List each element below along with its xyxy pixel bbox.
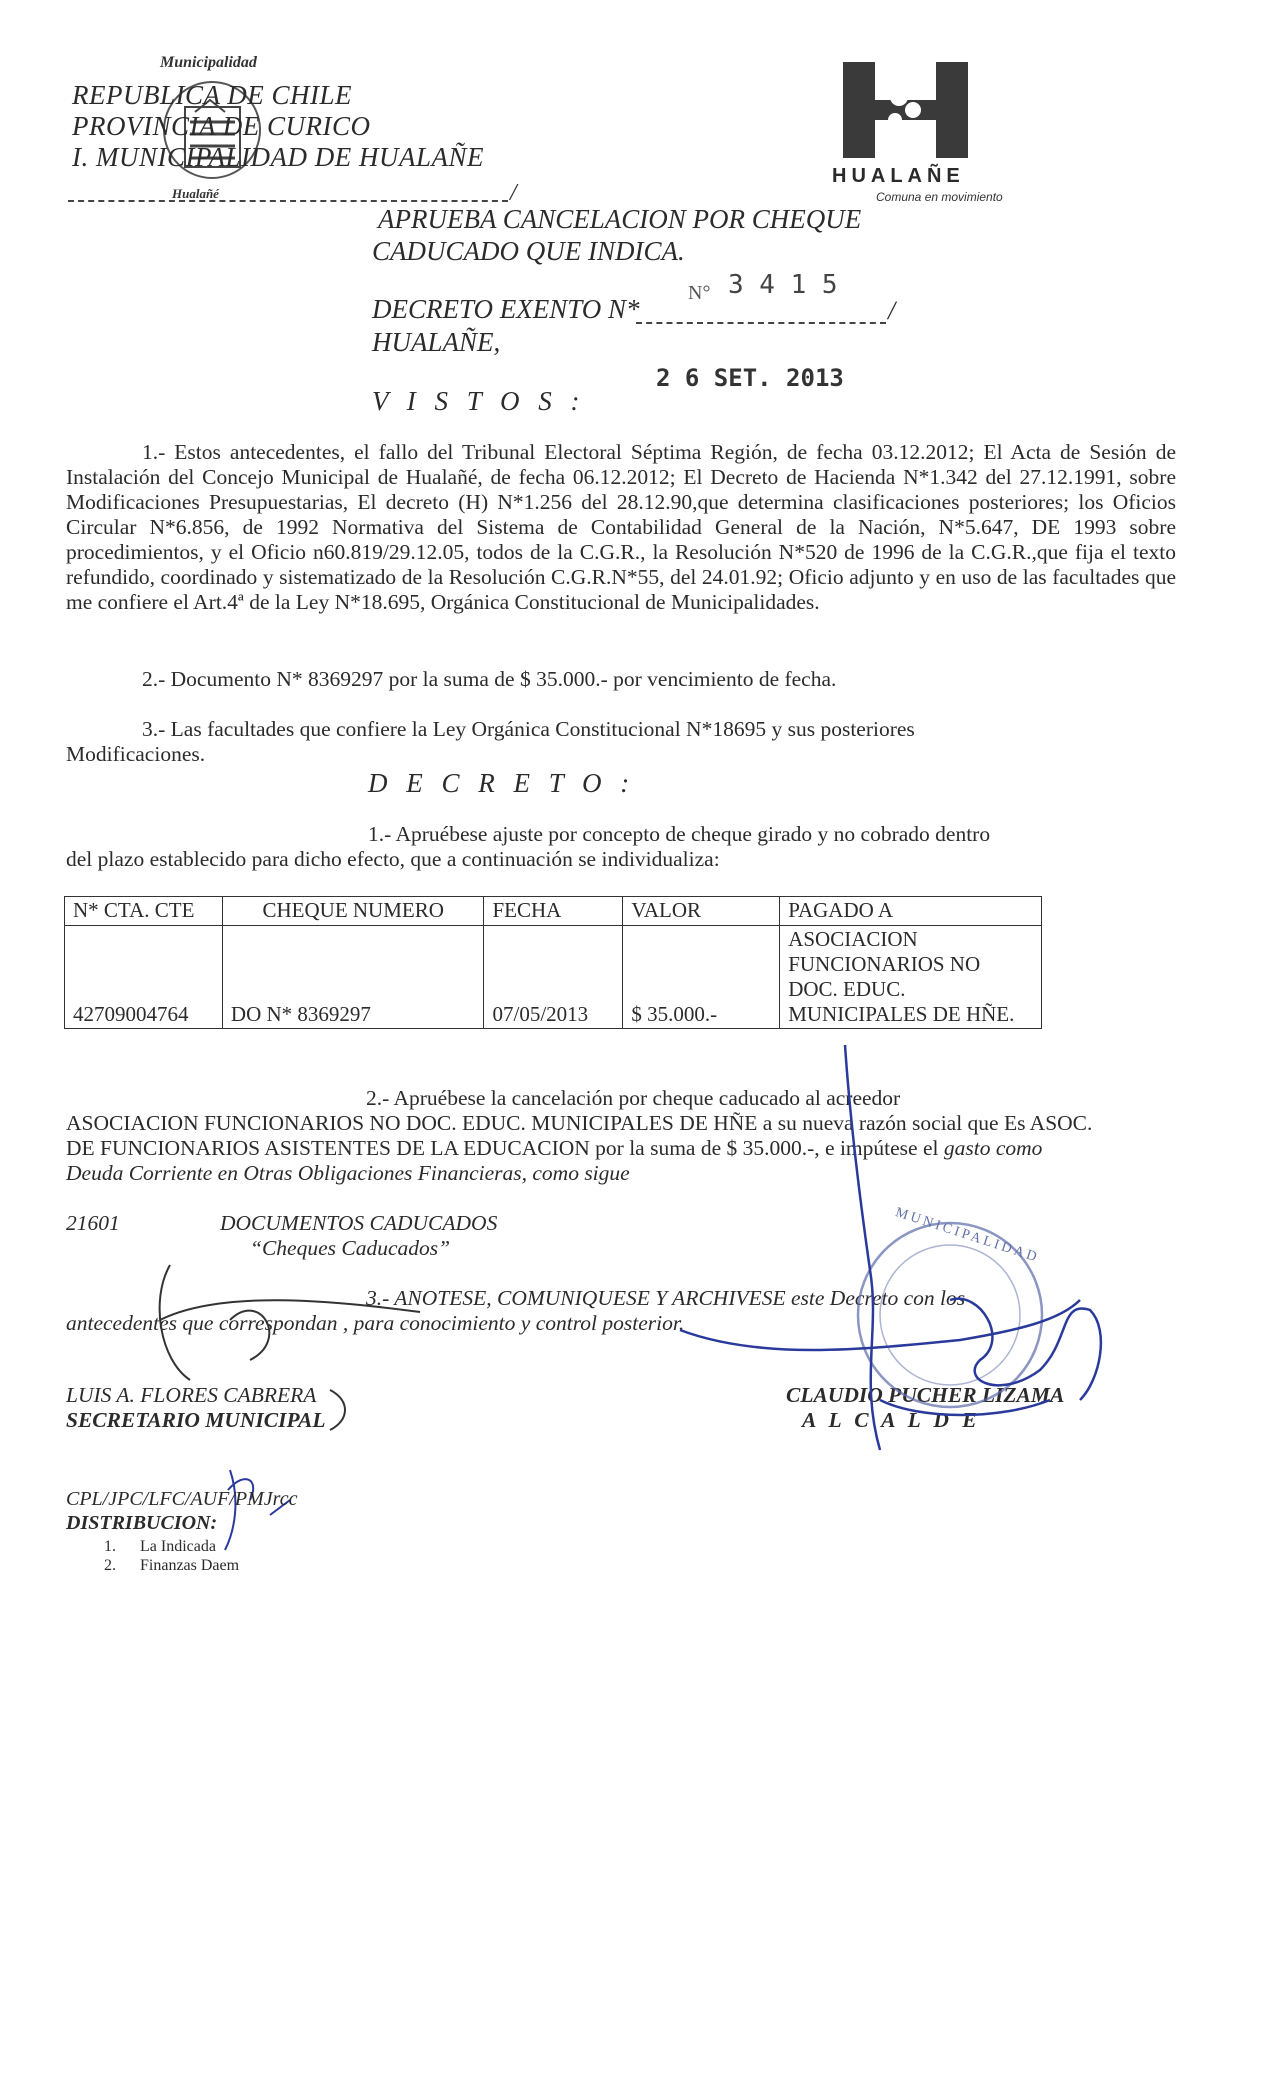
signer-left-name: LUIS A. FLORES CABRERA bbox=[66, 1383, 317, 1407]
decreto-number-slash: / bbox=[888, 296, 896, 325]
distribucion-item-2: Finanzas Daem bbox=[140, 1557, 240, 1574]
decreto-number-prefix: N° bbox=[688, 282, 711, 304]
seal-text-top: Municipalidad bbox=[160, 54, 257, 71]
cell-pagado-line4: MUNICIPALES DE HÑE. bbox=[788, 1002, 1015, 1026]
article2-line1: 2.- Apruébese la cancelación por cheque caducado al acreedor bbox=[366, 1086, 901, 1110]
subject-line2: CADUCADO QUE INDICA. bbox=[372, 236, 685, 266]
table-row bbox=[65, 926, 1042, 1029]
vistos-paragraph-3b: Modificaciones. bbox=[66, 742, 206, 766]
logo-name: HUALAÑE bbox=[832, 165, 965, 187]
vistos-title: V I S T O S : bbox=[372, 386, 586, 416]
seal-text-bottom: Hualañé bbox=[172, 186, 219, 201]
decreto-number-stamp: 3 4 1 5 bbox=[728, 270, 838, 300]
decreto-number-rule bbox=[636, 322, 886, 324]
signer-right-name: CLAUDIO PUCHER LIZAMA bbox=[786, 1383, 1065, 1407]
footer-list bbox=[104, 1537, 239, 1575]
header-municipalidad: I. MUNICIPALIDAD DE HUALAÑE bbox=[72, 142, 484, 172]
cell-fecha: 07/05/2013 bbox=[484, 926, 623, 1029]
article2-line3 bbox=[66, 1136, 1042, 1161]
decreto-label: DECRETO EXENTO N* bbox=[372, 294, 640, 324]
decreto-title: D E C R E T O : bbox=[368, 768, 636, 798]
header-rule-slash: / bbox=[510, 180, 517, 206]
vistos-paragraph-2: 2.- Documento N* 8369297 por la suma de $ 35.000.- por vencimiento de fecha. bbox=[142, 667, 837, 691]
col-header-cheque: CHEQUE NUMERO bbox=[222, 897, 484, 926]
vistos-paragraph-1: 1.- Estos antecedentes, el fallo del Tribunal Electoral Séptima Región, de fecha 03.12.2012; El Acta de Sesión de Instalación del Concejo Municipal de Hualañé, de fecha 06.12.2012; El Decreto de Hacienda N*1.342 del 27.12.1991, sobre Modificaciones Presupuestarias, El decreto (H) N*1.256 del 28.12.90,que determina clasificaciones posteriores; los Oficios Circular N*6.856, de 1992 Normativa del Sistema de Contabilidad General de la Nación, N*5.647, DE 1993 sobre procedimientos, y el Oficio n60.819/29.12.05, todos de la C.G.R., la Resolución N*520 de 1996 de la C.G.R.,que fija el texto refundido, coordinado y sistematizado de la Resolución C.G.R.N*55, del 24.01.92; Oficio adjunto y en uso de las facultades que me confiere el Art.4ª de la Ley N*18.695, Orgánica Constitucional de Municipalidades. bbox=[66, 440, 1176, 614]
header-republica: REPUBLICA DE CHILE bbox=[72, 80, 352, 110]
account-code: 21601 bbox=[66, 1211, 120, 1235]
cell-pagado-line3: DOC. EDUC. bbox=[788, 977, 906, 1001]
list-item: 1. La Indicada bbox=[104, 1538, 216, 1555]
footer-distribucion: DISTRIBUCION: bbox=[66, 1512, 218, 1534]
col-header-cuenta: N* CTA. CTE bbox=[65, 897, 223, 926]
article2-line2: ASOCIACION FUNCIONARIOS NO DOC. EDUC. MUNICIPALES DE HÑE a su nueva razón social que Es ASOC. bbox=[66, 1111, 1093, 1135]
decreto-paragraph-1a: 1.- Apruébese ajuste por concepto de cheque girado y no cobrado dentro bbox=[368, 822, 991, 846]
col-header-fecha: FECHA bbox=[484, 897, 623, 926]
signer-left-title: SECRETARIO MUNICIPAL bbox=[66, 1408, 326, 1432]
header-provincia: PROVINCIA DE CURICO bbox=[72, 111, 371, 141]
hualane-logo-icon bbox=[843, 62, 968, 158]
table-header-row bbox=[65, 897, 1042, 926]
signer-right-title: A L C A L D E bbox=[802, 1408, 981, 1432]
cell-cuenta: 42709004764 bbox=[65, 926, 223, 1029]
alcaldia-seal-text: MUNICIPALIDAD bbox=[893, 1205, 1042, 1266]
article2-line3-italic: gasto como bbox=[943, 1136, 1043, 1160]
cell-pagado bbox=[780, 926, 1042, 1029]
article2-line4: Deuda Corriente en Otras Obligaciones Financieras, como sigue bbox=[66, 1161, 630, 1185]
logo-tagline: Comuna en movimiento bbox=[876, 190, 1003, 204]
account-sub: “Cheques Caducados” bbox=[250, 1236, 451, 1260]
col-header-valor: VALOR bbox=[623, 897, 780, 926]
article3-line1: 3.- ANOTESE, COMUNIQUESE Y ARCHIVESE este Decreto con los bbox=[366, 1286, 966, 1310]
header-rule bbox=[68, 200, 508, 202]
article3-line2: antecedentes que correspondan , para conocimiento y control posterior. bbox=[66, 1311, 685, 1335]
subject-line1: APRUEBA CANCELACION POR CHEQUE bbox=[378, 204, 862, 234]
decreto-date-stamp: 2 6 SET. 2013 bbox=[656, 364, 844, 392]
col-header-pagado: PAGADO A bbox=[780, 897, 1042, 926]
cell-valor: $ 35.000.- bbox=[623, 926, 780, 1029]
decreto-city: HUALAÑE, bbox=[372, 327, 501, 357]
article2-line3-text: DE FUNCIONARIOS ASISTENTES DE LA EDUCACION por la suma de $ 35.000.-, e impútese el bbox=[66, 1136, 944, 1160]
distribucion-item-1: La Indicada bbox=[140, 1538, 216, 1555]
cell-cheque: DO N* 8369297 bbox=[222, 926, 484, 1029]
cell-pagado-line1: ASOCIACION bbox=[788, 927, 918, 951]
alcaldia-seal bbox=[845, 1210, 1055, 1420]
list-item: 2. Finanzas Daem bbox=[104, 1557, 240, 1574]
vistos-paragraph-3a: 3.- Las facultades que confiere la Ley Orgánica Constitucional N*18695 y sus posteriores bbox=[142, 717, 915, 741]
cheque-table bbox=[64, 896, 1042, 1029]
decreto-paragraph-1b: del plazo establecido para dicho efecto, que a continuación se individualiza: bbox=[66, 847, 720, 871]
cell-pagado-line2: FUNCIONARIOS NO bbox=[788, 952, 981, 976]
footer-initials: CPL/JPC/LFC/AUF/PMJrcc bbox=[66, 1488, 298, 1510]
account-name: DOCUMENTOS CADUCADOS bbox=[220, 1211, 498, 1235]
